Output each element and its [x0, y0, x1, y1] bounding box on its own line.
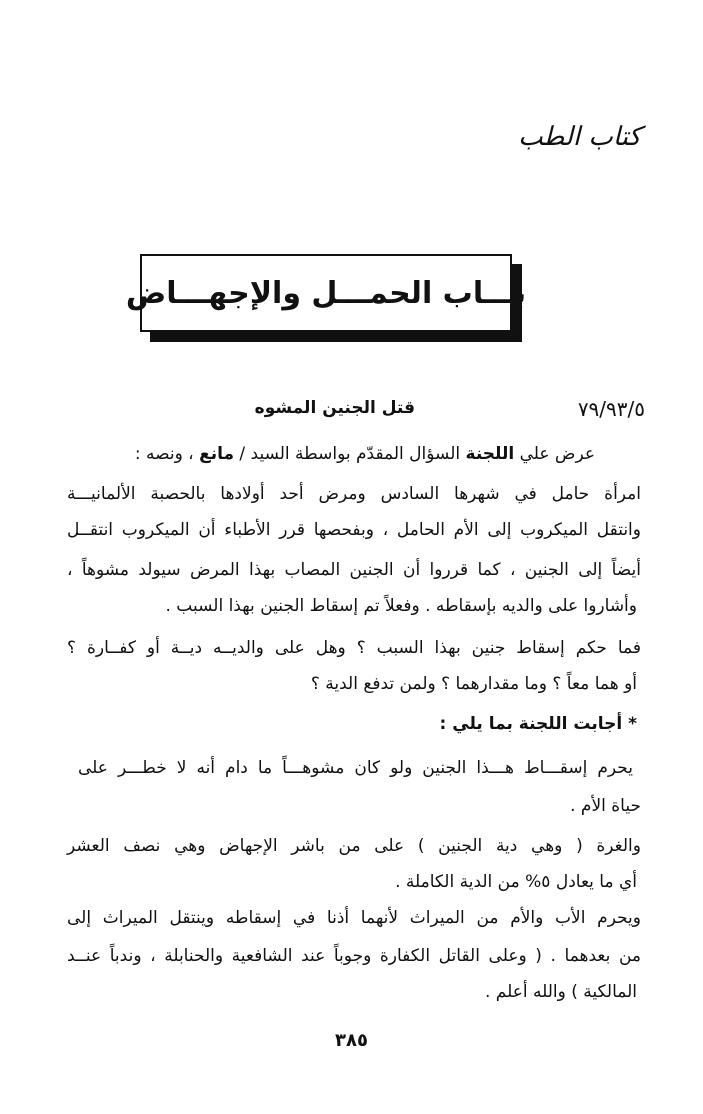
fatwa-title: قتل الجنين المشوه	[254, 398, 415, 418]
question-line: امرأة حامل في شهرها السادس ومرض أحد أولادها بالحصبة الألمانيـــة	[67, 484, 641, 504]
answer-line: حياة الأم .	[570, 796, 641, 816]
answer-line: من بعدهما . ( وعلى القاتل الكفارة وجوباً عند الشافعية والحنابلة ، وندباً عنــد	[67, 946, 641, 966]
intro-text-start: عرض علي	[514, 444, 595, 464]
answer-line: والغرة ( وهي دية الجنين ) على من باشر الإجهاض وهي نصف العشر	[67, 836, 641, 856]
question-line: وأشاروا على والديه بإسقاطه . وفعلاً تم إسقاط الجنين بهذا السبب .	[165, 596, 637, 616]
question-line: أيضاً إلى الجنين ، كما قرروا أن الجنين المصاب بهذا المرض سيولد مشوهاً ،	[67, 560, 641, 580]
chapter-title-box	[125, 254, 527, 332]
question-line: أو هما معاً ؟ وما مقدارهما ؟ ولمن تدفع الدية ؟	[310, 674, 637, 694]
answer-line: أي ما يعادل ٥% من الدية الكاملة .	[395, 872, 637, 892]
intro-text-middle: السؤال المقدّم بواسطة السيد /	[233, 444, 466, 464]
page-number: ٣٨٥	[335, 1030, 368, 1051]
intro-line	[135, 442, 595, 466]
intro-name: مانع	[199, 444, 234, 464]
question-line: فما حكم إسقاط جنين بهذا السبب ؟ وهل على والديــه ديــة أو كفــارة ؟	[67, 638, 641, 658]
answer-line: المالكية ) والله أعلم .	[484, 982, 637, 1002]
chapter-title: بـــاب الحمـــل والإجهـــاض	[125, 275, 527, 311]
fatwa-number: ٧٩/٩٣/٥	[577, 397, 645, 421]
answer-heading: * أجابت اللجنة بما يلي :	[439, 714, 637, 734]
intro-text-end: ، ونصه :	[134, 444, 200, 464]
intro-committee: اللجنة	[465, 444, 515, 464]
answer-line: ويحرم الأب والأم من الميراث لأنهما أذنا في إسقاطه وينتقل الميراث إلى	[67, 908, 641, 928]
answer-line: يحرم إسقـــاط هـــذا الجنين ولو كان مشوهـــاً ما دام أنه لا خطـــر على	[78, 758, 633, 778]
running-header: كتاب الطب	[518, 122, 641, 152]
question-line: وانتقل الميكروب إلى الأم الحامل ، وبفحصها قرر الأطباء أن الميكروب انتقــل	[67, 520, 641, 540]
